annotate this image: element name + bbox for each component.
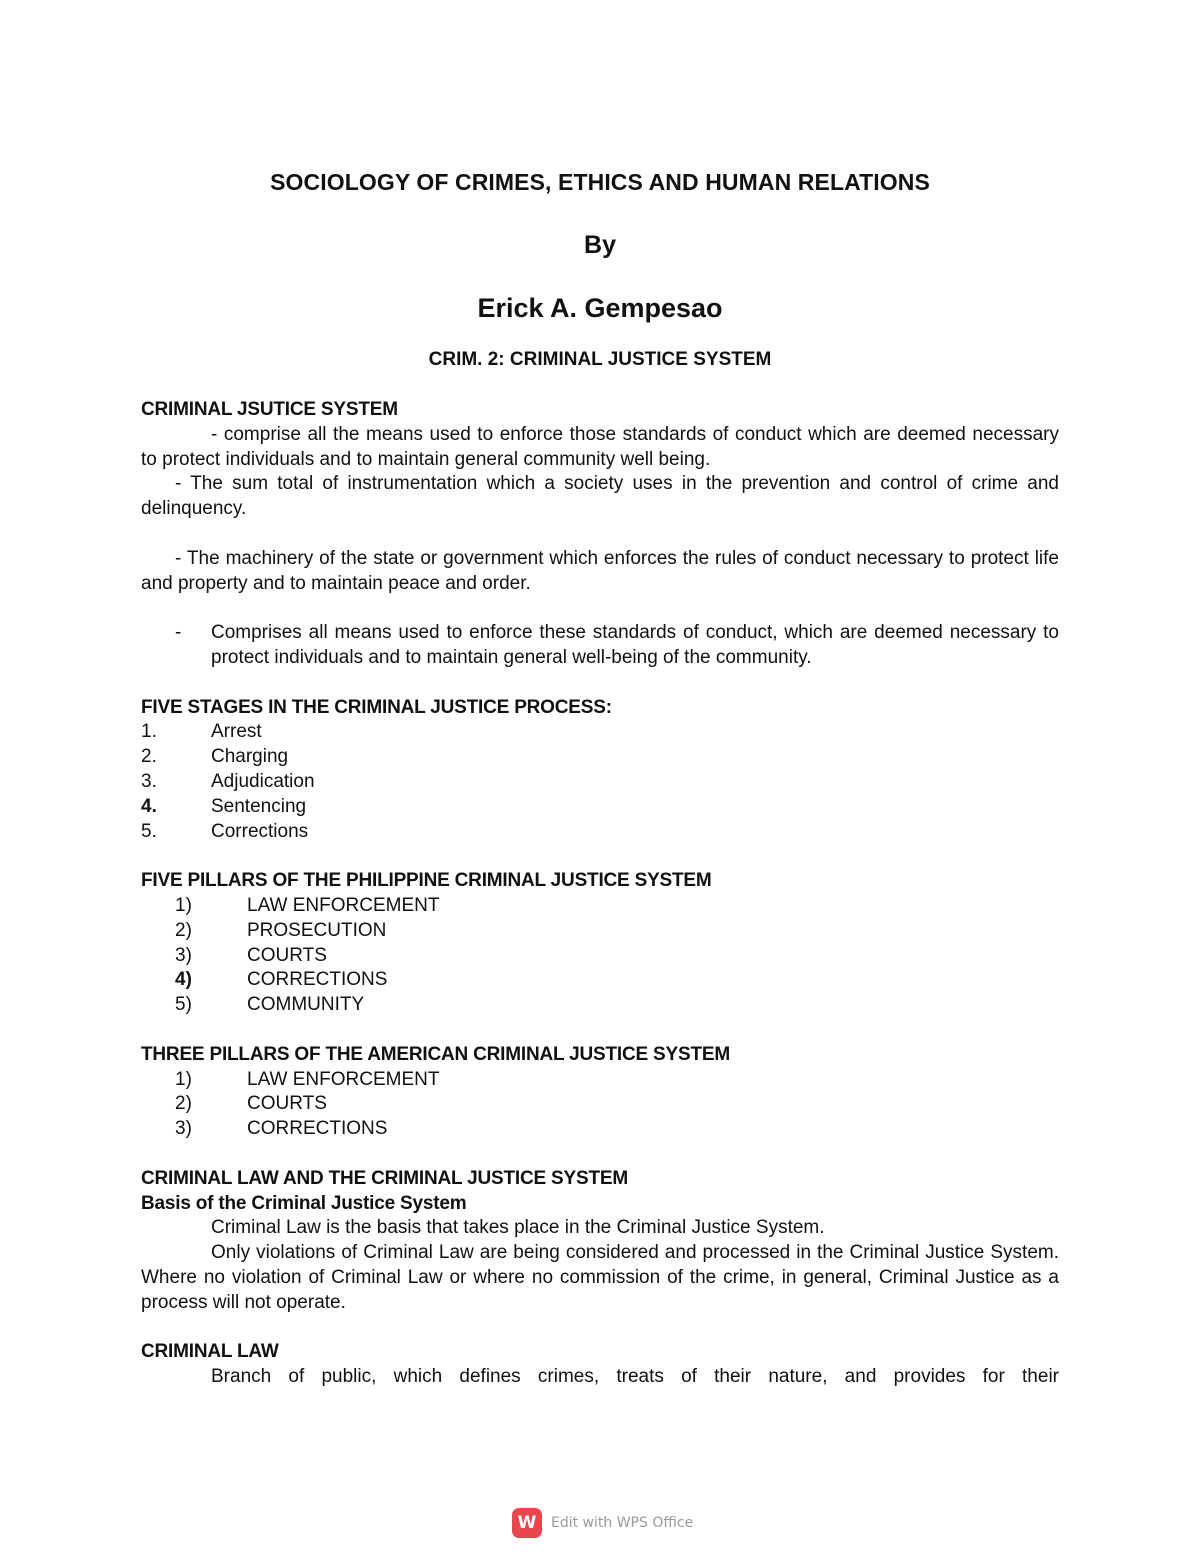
list-item <box>141 795 1059 820</box>
document-title: SOCIOLOGY OF CRIMES, ETHICS AND HUMAN RELATIONS <box>270 169 930 195</box>
by-line: By <box>584 231 616 259</box>
list-number: 5. <box>141 820 157 842</box>
section-heading-criminal-law-cjs: CRIMINAL LAW AND THE CRIMINAL JUSTICE SYSTEM <box>141 1167 628 1189</box>
definition-paragraph-2: - The sum total of instrumentation which a society uses in the prevention and control of crime and delinquency. <box>141 473 1059 520</box>
ph-pillars-list <box>141 894 1059 1018</box>
definition-paragraph-1: - comprise all the means used to enforce those standards of conduct which are deemed necessary to protect individuals and to maintain general community well being. <box>141 423 1059 470</box>
list-number: 4) <box>175 969 192 991</box>
list-item <box>141 1092 1059 1117</box>
list-number: 1) <box>175 894 192 916</box>
definition-bullet <box>175 621 1059 671</box>
list-item <box>141 770 1059 795</box>
stages-list <box>141 720 1059 844</box>
list-number: 1) <box>175 1068 192 1090</box>
document-body <box>141 398 1059 1390</box>
list-item <box>141 1068 1059 1093</box>
course-title: CRIM. 2: CRIMINAL JUSTICE SYSTEM <box>428 349 772 370</box>
list-number: 4. <box>141 795 157 817</box>
list-item <box>141 944 1059 969</box>
list-item <box>141 720 1059 745</box>
list-number: 2) <box>175 919 192 941</box>
list-item <box>141 745 1059 770</box>
list-item <box>141 894 1059 919</box>
list-label: LAW ENFORCEMENT <box>247 1068 440 1090</box>
wps-watermark-text: Edit with WPS Office <box>551 1515 694 1531</box>
list-label: CORRECTIONS <box>247 1118 388 1140</box>
dash-marker: - <box>175 622 182 644</box>
list-label: COMMUNITY <box>247 994 365 1016</box>
list-number: 1. <box>141 721 157 743</box>
definition-paragraph-4: Comprises all means used to enforce these standards of conduct, which are deemed necessary to protect individuals and to maintain general well-being of the community. <box>211 622 1059 668</box>
wps-logo-icon: W <box>512 1508 542 1538</box>
list-label: Charging <box>211 746 289 768</box>
list-label: Corrections <box>211 820 309 842</box>
list-label: Adjudication <box>211 770 315 792</box>
section-heading-us-pillars: THREE PILLARS OF THE AMERICAN CRIMINAL JUSTICE SYSTEM <box>141 1043 730 1065</box>
list-label: LAW ENFORCEMENT <box>247 894 440 916</box>
list-item <box>141 919 1059 944</box>
us-pillars-list <box>141 1068 1059 1142</box>
list-label: PROSECUTION <box>247 919 387 941</box>
list-label: Arrest <box>211 721 262 743</box>
section-heading-criminal-law: CRIMINAL LAW <box>141 1341 279 1363</box>
wps-watermark[interactable] <box>512 1508 693 1538</box>
list-number: 3) <box>175 944 192 966</box>
section-heading-stages: FIVE STAGES IN THE CRIMINAL JUSTICE PROCESS: <box>141 696 612 718</box>
list-label: Sentencing <box>211 795 307 817</box>
list-item <box>141 820 1059 845</box>
section-heading-cjs: CRIMINAL JSUTICE SYSTEM <box>141 399 398 420</box>
list-label: COURTS <box>247 1093 327 1115</box>
list-item <box>141 968 1059 993</box>
list-number: 3. <box>141 770 157 792</box>
list-item <box>141 993 1059 1018</box>
criminal-law-paragraph-1: Branch of public, which defines crimes, treats of their nature, and provides for their <box>211 1366 1059 1388</box>
list-number: 3) <box>175 1118 192 1140</box>
author-name: Erick A. Gempesao <box>477 293 723 323</box>
list-number: 5) <box>175 994 192 1016</box>
list-label: COURTS <box>247 944 327 966</box>
section-subheading-basis: Basis of the Criminal Justice System <box>141 1192 467 1214</box>
list-item <box>141 1117 1059 1142</box>
list-number: 2. <box>141 746 157 768</box>
basis-paragraph-1: Criminal Law is the basis that takes place in the Criminal Justice System. <box>211 1217 825 1239</box>
basis-paragraph-2: Only violations of Criminal Law are being considered and processed in the Criminal Justice System. Where no violation of Criminal Law or where no commission of the crime, in general, Criminal Justice as a process will not operate. <box>141 1242 1059 1313</box>
definition-paragraph-3: - The machinery of the state or government which enforces the rules of conduct necessary to protect life and property and to maintain peace and order. <box>141 547 1059 594</box>
list-number: 2) <box>175 1093 192 1115</box>
section-heading-ph-pillars: FIVE PILLARS OF THE PHILIPPINE CRIMINAL JUSTICE SYSTEM <box>141 870 712 892</box>
list-label: CORRECTIONS <box>247 969 388 991</box>
